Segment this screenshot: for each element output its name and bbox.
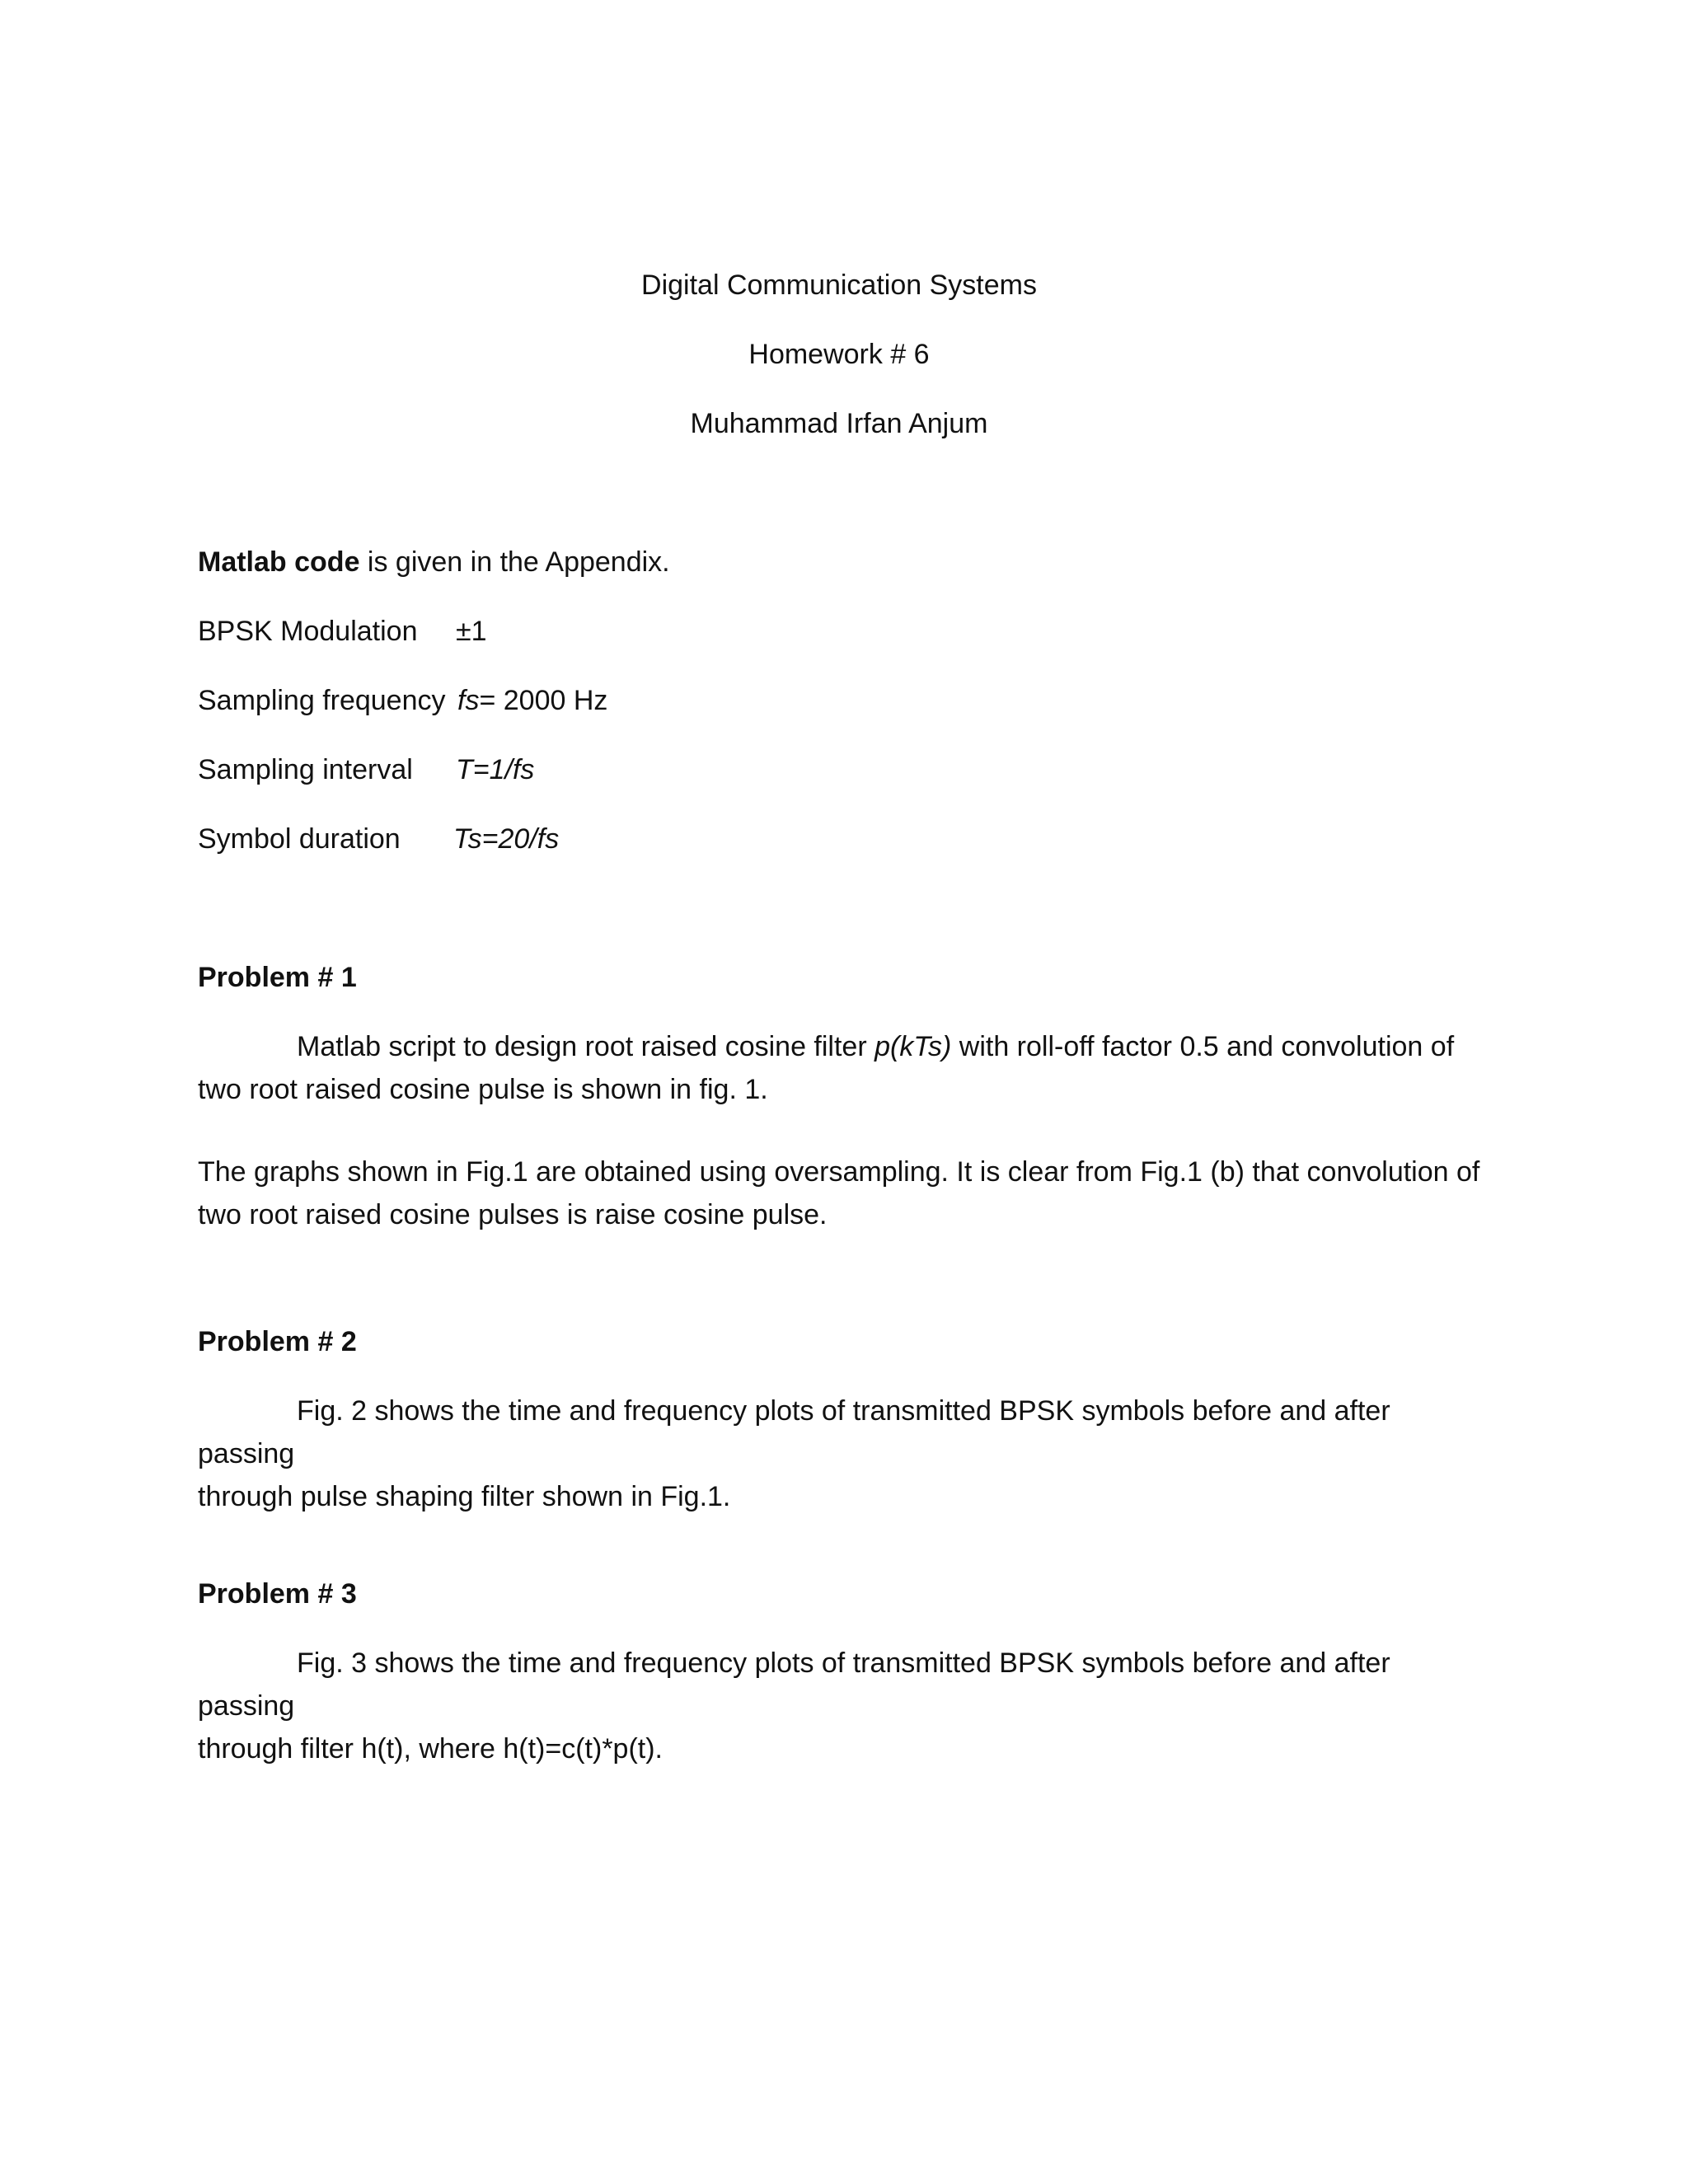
problem3-line2: through filter h(t), where h(t)=c(t)*p(t). xyxy=(198,1733,663,1765)
problem1-text-a: Matlab script to design root raised cosine filter xyxy=(297,1031,875,1062)
problem1-p2-line1: The graphs shown in Fig.1 are obtained using oversampling. It is clear from Fig.1 (b) that convolution of xyxy=(198,1156,1480,1188)
problem1-text-italic: p(kTs) xyxy=(874,1031,952,1062)
param-value: T=1/fs xyxy=(456,754,535,785)
problem1-text-b: with roll-off factor 0.5 and convolution of xyxy=(951,1031,1455,1062)
problem1-paragraph2 xyxy=(198,1151,1488,1236)
problem3-paragraph xyxy=(198,1642,1488,1770)
intro-rest: is given in the Appendix. xyxy=(359,546,670,578)
problem2-line1: Fig. 2 shows the time and frequency plots of transmitted BPSK symbols before and after passing xyxy=(198,1395,1390,1469)
param-label: Symbol duration xyxy=(198,823,401,855)
problem3-line1: Fig. 3 shows the time and frequency plots of transmitted BPSK symbols before and after passing xyxy=(198,1647,1390,1722)
param-value-rest: = 2000 Hz xyxy=(479,685,608,716)
problem1-paragraph1 xyxy=(198,1025,1488,1111)
param-symbol-duration xyxy=(198,823,692,855)
problem1-p2-line2: two root raised cosine pulses is raise cosine pulse. xyxy=(198,1199,828,1230)
param-bpsk xyxy=(198,615,692,648)
problem1-heading: Problem # 1 xyxy=(198,962,357,993)
course-title: Digital Communication Systems xyxy=(641,269,1037,301)
param-value xyxy=(457,684,607,717)
problem3-heading: Problem # 3 xyxy=(198,1578,357,1610)
problem2-line2: through pulse shaping filter shown in Fig.1. xyxy=(198,1481,731,1512)
param-label: Sampling frequency xyxy=(198,685,446,716)
intro-line xyxy=(198,546,670,579)
param-value-italic: fs xyxy=(457,685,480,716)
param-value: ±1 xyxy=(456,616,487,647)
param-sampling-frequency xyxy=(198,684,775,717)
param-value: Ts=20/fs xyxy=(453,823,560,855)
param-sampling-interval xyxy=(198,753,692,786)
param-label: Sampling interval xyxy=(198,754,413,785)
homework-title: Homework # 6 xyxy=(748,339,930,370)
intro-bold: Matlab code xyxy=(198,546,360,578)
param-label: BPSK Modulation xyxy=(198,616,418,647)
problem2-paragraph xyxy=(198,1390,1488,1518)
author-name: Muhammad Irfan Anjum xyxy=(690,408,988,439)
problem2-heading: Problem # 2 xyxy=(198,1326,357,1357)
problem1-text-line2: two root raised cosine pulse is shown in fig. 1. xyxy=(198,1074,768,1105)
